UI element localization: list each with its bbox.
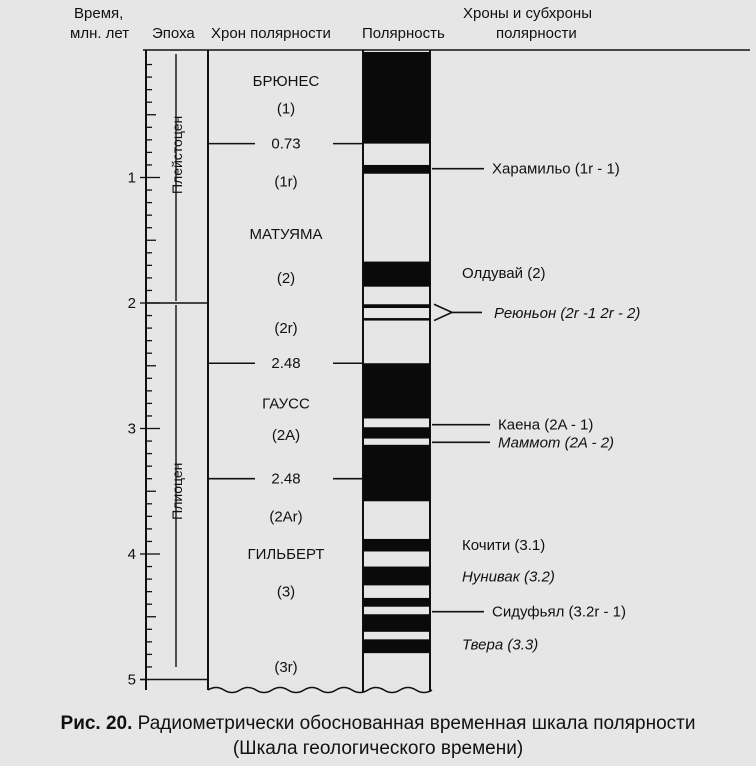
normal-polarity-band (363, 539, 430, 552)
normal-polarity-band (363, 614, 430, 632)
subchron-label: Каена (2A - 1) (498, 416, 594, 434)
subchron-label: Нунивак (3.2) (462, 568, 555, 586)
subchron-label: Твера (3.3) (462, 636, 539, 654)
time-tick-label: 5 (127, 671, 136, 689)
subchron-label: Кочити (3.1) (462, 537, 546, 555)
header-subchrons-line2: полярности (496, 25, 577, 42)
chron-label: БРЮНЕС (252, 72, 320, 90)
chron-label: 0.73 (271, 135, 301, 153)
subchron-label: Олдувай (2) (462, 264, 546, 282)
normal-polarity-band (363, 445, 430, 501)
chron-label: ГАУСС (262, 395, 310, 413)
chron-label: (2A) (271, 426, 301, 444)
chron-label: (1r) (274, 173, 298, 191)
time-tick-label: 2 (127, 295, 136, 312)
header-polarity: Полярность (362, 25, 445, 42)
normal-polarity-band (363, 262, 430, 287)
chron-label: (3) (276, 583, 296, 601)
epoch-label: Плиоцен (169, 462, 185, 520)
subchron-label: Маммот (2A - 2) (498, 434, 615, 452)
subchron-label: Сидуфьял (3.2r - 1) (492, 603, 627, 621)
normal-polarity-band (363, 567, 430, 586)
caption-text: Радиометрически обоснованная временная шкала полярности (132, 713, 696, 734)
normal-polarity-band (363, 639, 430, 653)
epoch-label: Плейстоцен (169, 115, 185, 195)
header-time-line1: Время, (74, 5, 124, 22)
chron-label: 2.48 (271, 470, 301, 488)
subchron-label: Реюньон (2r -1 2r - 2) (494, 305, 641, 323)
chron-label: (2r) (274, 320, 298, 338)
normal-polarity-band (363, 52, 430, 144)
caption-prefix: Рис. 20. (60, 713, 133, 734)
subchron-brace (434, 304, 482, 320)
time-tick-label: 3 (127, 420, 136, 438)
normal-polarity-band (363, 427, 430, 438)
chron-label: ГИЛЬБЕРТ (247, 546, 325, 563)
normal-polarity-band (363, 318, 430, 321)
bottom-wavy-edge (208, 688, 432, 693)
header-subchrons-line1: Хроны и субхроны (463, 5, 592, 22)
header-chron: Хрон полярности (211, 25, 331, 42)
chron-label: (2) (276, 269, 296, 287)
chron-label: (3r) (274, 658, 298, 676)
time-tick-label: 4 (127, 546, 136, 563)
subchron-label: Харамильо (1r - 1) (492, 160, 620, 178)
header-time-line2: млн. лет (70, 25, 130, 42)
normal-polarity-band (363, 363, 430, 418)
chron-label: (1) (276, 100, 296, 118)
normal-polarity-band (363, 304, 430, 308)
chron-label: (2Ar) (269, 508, 303, 526)
chron-label: МАТУЯМА (249, 225, 323, 243)
time-tick-label: 1 (127, 169, 136, 187)
header-epoch: Эпоха (152, 25, 195, 42)
normal-polarity-band (363, 165, 430, 174)
normal-polarity-band (363, 598, 430, 607)
figure-caption-line2: (Шкала геологического времени) (232, 738, 524, 759)
figure-caption-line1 (0, 712, 756, 735)
chron-label: 2.48 (271, 355, 301, 373)
